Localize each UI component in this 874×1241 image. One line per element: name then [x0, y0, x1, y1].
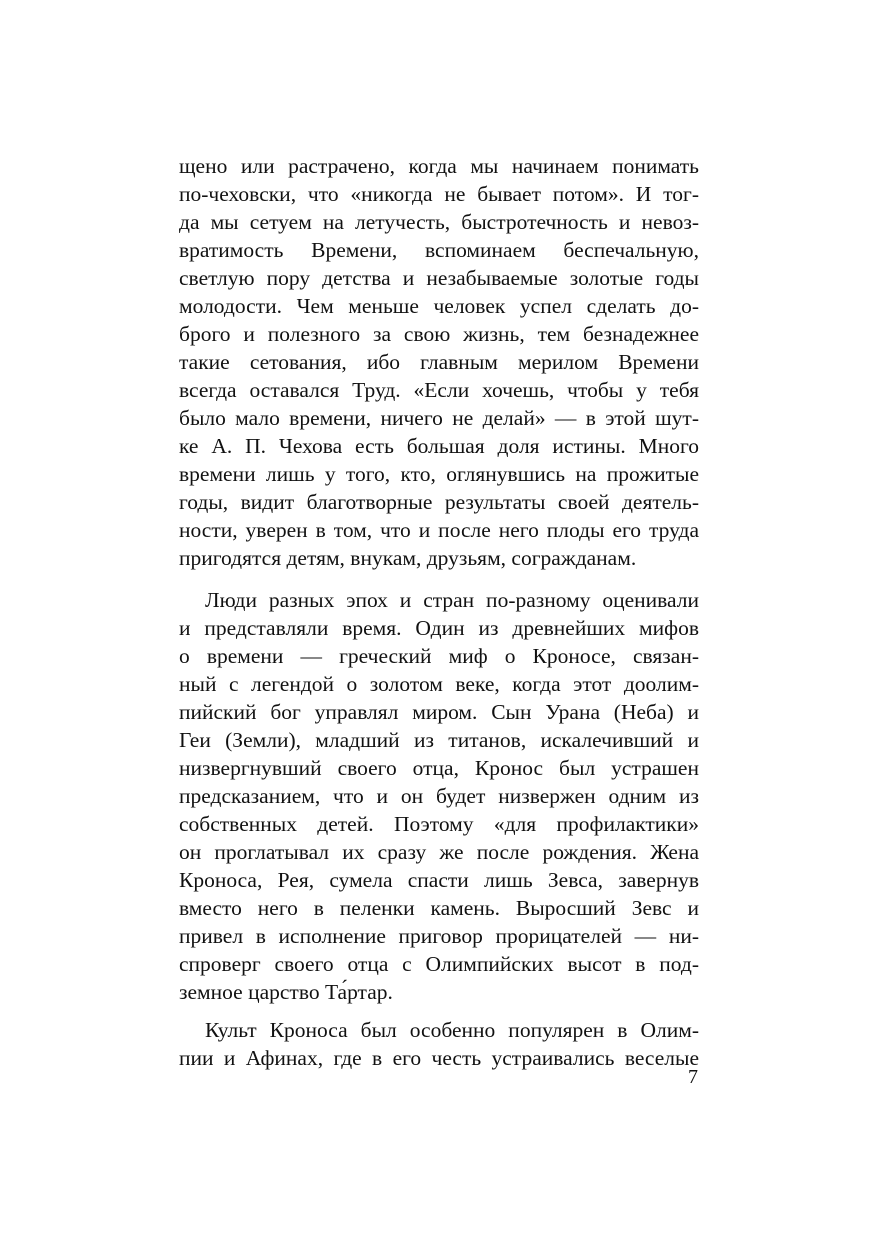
page-number: 7	[688, 1066, 698, 1088]
paragraph-spacing	[179, 1006, 699, 1016]
text-line: низвергнувший своего отца, Кронос был устрашен	[179, 756, 699, 780]
paragraph-3	[179, 1016, 699, 1072]
text-line: светлую пору детства и незабываемые золотые годы	[179, 266, 699, 290]
paragraph-1	[179, 152, 699, 572]
paragraph-spacing	[179, 572, 699, 586]
text-line: земное царство Та́ртар.	[179, 980, 393, 1004]
text-line: щено или растрачено, когда мы начинаем понимать	[179, 154, 699, 178]
text-line: пригодятся детям, внукам, друзьям, согражданам.	[179, 546, 637, 570]
text-line: и представляли время. Один из древнейших мифов	[179, 616, 699, 640]
text-line: всегда оставался Труд. «Если хочешь, чтобы у тебя	[179, 378, 699, 402]
text-line: ности, уверен в том, что и после него плоды его труда	[179, 518, 699, 542]
text-line: пии и Афинах, где в его честь устраивались веселые	[179, 1046, 699, 1070]
text-line: по-чеховски, что «никогда не бывает потом». И тог-	[179, 182, 699, 206]
text-line: предсказанием, что и он будет низвержен одним из	[179, 784, 699, 808]
text-line: брого и полезного за свою жизнь, тем безнадежнее	[179, 322, 699, 346]
text-line: Люди разных эпох и стран по-разному оценивали	[205, 588, 699, 612]
body-text	[179, 152, 699, 1072]
text-line: ный с легендой о золотом веке, когда этот доолим-	[179, 672, 699, 696]
text-line: Геи (Земли), младший из титанов, искалечивший и	[179, 728, 699, 752]
text-line: времени лишь у того, кто, оглянувшись на прожитые	[179, 462, 699, 486]
paragraph-2	[179, 586, 699, 1006]
text-line: собственных детей. Поэтому «для профилактики»	[179, 812, 699, 836]
text-line: годы, видит благотворные результаты своей деятель-	[179, 490, 699, 514]
text-line: Кроноса, Рея, сумела спасти лишь Зевса, завернув	[179, 868, 699, 892]
text-line: привел в исполнение приговор прорицателей — ни-	[179, 924, 699, 948]
text-line: спроверг своего отца с Олимпийских высот в под-	[179, 952, 699, 976]
text-line: Культ Кроноса был особенно популярен в Олим-	[205, 1018, 699, 1042]
text-line: да мы сетуем на летучесть, быстротечность и невоз-	[179, 210, 699, 234]
text-line: вместо него в пеленки камень. Выросший Зевс и	[179, 896, 699, 920]
text-line: такие сетования, ибо главным мерилом Времени	[179, 350, 699, 374]
text-line: о времени — греческий миф о Кроносе, связан-	[179, 644, 699, 668]
text-line: ке А. П. Чехова есть большая доля истины. Много	[179, 434, 699, 458]
text-line: пийский бог управлял миром. Сын Урана (Неба) и	[179, 700, 699, 724]
text-line: было мало времени, ничего не делай» — в этой шут-	[179, 406, 699, 430]
text-line: вратимость Времени, вспоминаем беспечальную,	[179, 238, 699, 262]
text-line: он проглатывал их сразу же после рождения. Жена	[179, 840, 699, 864]
text-line: молодости. Чем меньше человек успел сделать до-	[179, 294, 699, 318]
